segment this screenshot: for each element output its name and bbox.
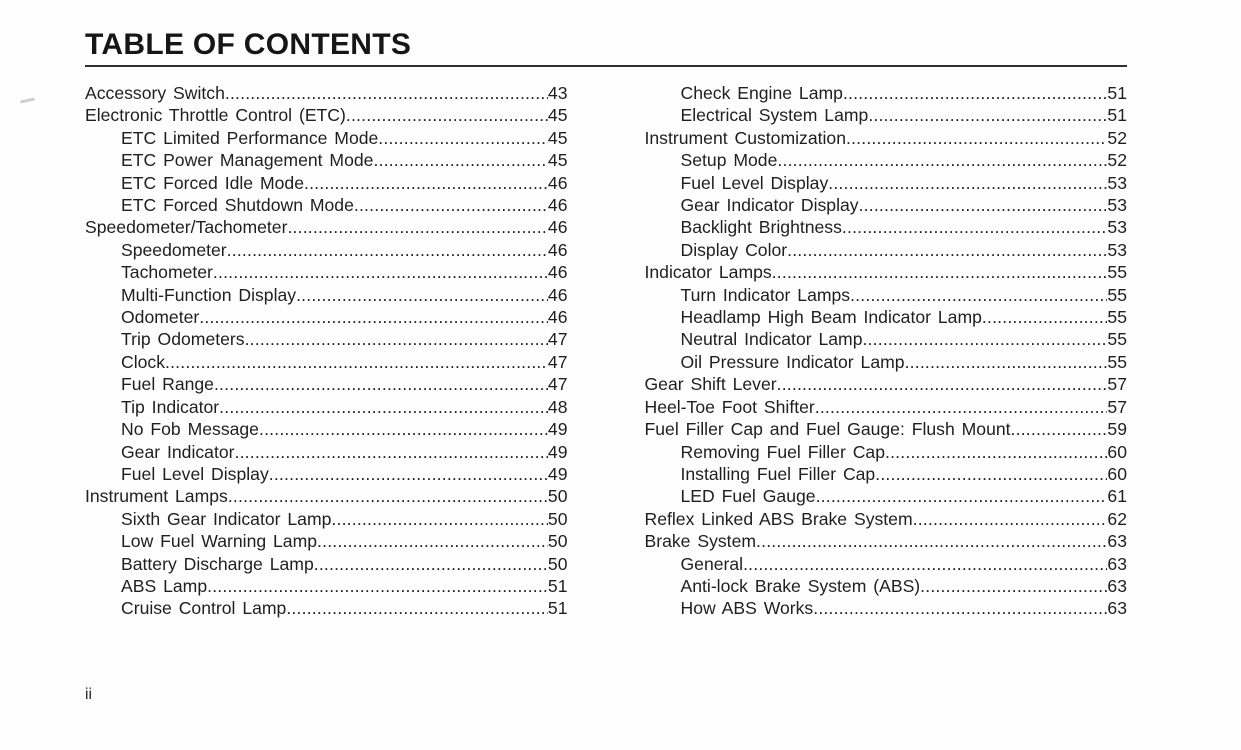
toc-entry [85,441,568,463]
toc-entry-label: Neutral Indicator Lamp [680,329,863,350]
toc-entry [85,149,568,171]
toc-entry-page: 51 [547,575,568,596]
toc-leader-dots [843,82,1107,104]
toc-entry [85,485,568,507]
toc-entry [645,418,1128,440]
toc-entry-label: Low Fuel Warning Lamp [121,531,318,552]
toc-entry-label: Odometer [121,307,200,328]
toc-leader-dots [842,216,1108,238]
toc-entry-label: LED Fuel Gauge [680,486,816,507]
toc-entry-page: 63 [1107,553,1127,574]
toc-entry [85,328,568,350]
toc-entry-label: Installing Fuel Filler Cap [680,463,876,484]
toc-entry-label: Tachometer [121,262,213,283]
toc-leader-dots [859,194,1108,216]
toc-entry-label: Gear Indicator Display [680,195,859,216]
toc-entry-label: Setup Mode [680,150,778,171]
toc-column-right [645,82,1128,620]
toc-entry [85,216,568,238]
toc-entry-label: Battery Discharge Lamp [121,553,314,574]
toc-entry-label: Fuel Level Display [121,463,269,484]
toc-entry-page: 46 [547,284,568,305]
page-number-footer: ii [85,686,92,703]
toc-leader-dots [787,239,1107,261]
toc-leader-dots [346,104,548,126]
toc-leader-dots [875,463,1107,485]
toc-entry-label: ETC Forced Idle Mode [121,172,304,193]
toc-leader-dots [1011,418,1108,440]
table-of-contents [85,82,1127,620]
toc-leader-dots [868,104,1107,126]
toc-leader-dots [227,239,548,261]
toc-entry-label: Anti-lock Brake System (ABS) [680,575,921,596]
toc-entry-label: Display Color [680,239,788,260]
toc-entry [85,553,568,575]
toc-leader-dots [296,284,548,306]
toc-entry-label: Tip Indicator [121,396,220,417]
toc-entry-page: 51 [1107,83,1127,103]
toc-entry-label: Reflex Linked ABS Brake System [644,508,913,529]
toc-leader-dots [213,261,548,283]
toc-entry-page: 43 [547,83,568,103]
toc-entry-page: 53 [1107,217,1127,238]
toc-entry-label: Removing Fuel Filler Cap [680,441,885,462]
toc-entry-label: No Fob Message [121,419,259,440]
toc-entry [85,194,568,216]
toc-leader-dots [373,149,547,171]
toc-entry-page: 63 [1107,531,1127,552]
toc-entry-label: Accessory Switch [85,83,225,103]
toc-entry [645,261,1128,283]
toc-entry-page: 47 [547,351,568,372]
toc-entry [645,284,1128,306]
toc-entry [645,239,1128,261]
toc-entry-label: Cruise Control Lamp [121,598,287,619]
toc-entry-page: 46 [547,195,568,216]
toc-entry-label: Brake System [644,531,757,552]
toc-entry [85,373,568,395]
toc-entry [645,172,1128,194]
toc-entry [645,149,1128,171]
toc-entry-page: 51 [547,598,568,619]
toc-entry-page: 48 [547,396,568,417]
toc-entry-label: ABS Lamp [121,575,208,596]
toc-entry-label: Oil Pressure Indicator Lamp [680,351,905,372]
toc-leader-dots [354,194,548,216]
toc-entry [85,104,568,126]
toc-leader-dots [982,306,1108,328]
toc-entry [85,351,568,373]
toc-entry-page: 52 [1107,127,1127,148]
toc-entry-page: 60 [1107,441,1127,462]
toc-leader-dots [756,530,1107,552]
toc-entry-page: 46 [547,239,568,260]
toc-entry-label: Fuel Range [121,374,214,395]
toc-leader-dots [828,172,1107,194]
toc-entry [645,351,1128,373]
toc-leader-dots [813,597,1107,619]
scan-artifact [20,97,35,103]
toc-entry-label: Instrument Customization [644,127,846,148]
toc-entry-page: 45 [547,127,568,148]
toc-entry [85,239,568,261]
toc-entry [85,575,568,597]
toc-entry-label: Gear Indicator [121,441,235,462]
toc-entry-page: 50 [547,531,568,552]
toc-entry [85,418,568,440]
toc-entry-page: 60 [1107,463,1127,484]
toc-entry-page: 57 [1107,396,1127,417]
page-title: TABLE OF CONTENTS [85,28,412,61]
toc-leader-dots [777,149,1107,171]
toc-leader-dots [331,508,548,530]
toc-entry-page: 59 [1107,419,1127,440]
toc-leader-dots [304,172,548,194]
toc-entry-page: 46 [547,172,568,193]
toc-entry [645,306,1128,328]
toc-leader-dots [815,396,1108,418]
toc-entry-page: 63 [1107,598,1127,619]
toc-entry [645,530,1128,552]
toc-entry-page: 45 [547,105,568,126]
toc-entry [645,373,1128,395]
toc-leader-dots [286,597,548,619]
toc-entry [85,82,568,104]
toc-entry-page: 47 [547,329,568,350]
toc-leader-dots [214,373,548,395]
toc-leader-dots [165,351,548,373]
toc-entry [645,82,1128,104]
toc-leader-dots [885,441,1107,463]
toc-entry-page: 53 [1107,172,1127,193]
toc-entry-page: 45 [547,150,568,171]
toc-entry [85,306,568,328]
toc-entry-page: 49 [547,463,568,484]
toc-entry-page: 53 [1107,195,1127,216]
toc-entry-page: 55 [1107,329,1127,350]
toc-entry-page: 49 [547,419,568,440]
toc-entry-page: 50 [547,553,568,574]
toc-entry-label: Backlight Brightness [680,217,842,238]
toc-leader-dots [850,284,1107,306]
toc-leader-dots [259,418,548,440]
toc-entry-label: Heel-Toe Foot Shifter [644,396,815,417]
toc-entry-label: Electronic Throttle Control (ETC) [85,105,346,126]
toc-entry [645,575,1128,597]
toc-entry-page: 55 [1107,284,1127,305]
toc-column-left [85,82,568,620]
toc-entry [85,463,568,485]
toc-entry [85,127,568,149]
toc-entry-label: How ABS Works [680,598,814,619]
toc-entry-label: Instrument Lamps [85,486,228,507]
toc-entry-label: Headlamp High Beam Indicator Lamp [680,307,982,328]
toc-entry [645,216,1128,238]
toc-entry-label: Clock [121,351,165,372]
toc-leader-dots [228,485,548,507]
toc-leader-dots [199,306,548,328]
toc-entry-page: 55 [1107,351,1127,372]
toc-entry-label: General [680,553,744,574]
toc-entry-page: 53 [1107,239,1127,260]
toc-entry-label: Fuel Level Display [680,172,829,193]
toc-leader-dots [225,82,548,104]
toc-entry-label: Fuel Filler Cap and Fuel Gauge: Flush Mount [644,419,1011,440]
toc-entry [645,508,1128,530]
toc-leader-dots [816,485,1108,507]
toc-leader-dots [219,396,548,418]
toc-entry-label: Indicator Lamps [644,262,772,283]
toc-entry-label: Check Engine Lamp [680,83,843,103]
toc-entry [645,328,1128,350]
toc-entry-label: Speedometer [121,239,227,260]
toc-leader-dots [862,328,1107,350]
toc-entry-label: ETC Forced Shutdown Mode [121,195,354,216]
toc-entry [85,530,568,552]
toc-entry [85,284,568,306]
toc-entry [645,396,1128,418]
toc-leader-dots [777,373,1108,395]
toc-leader-dots [287,216,547,238]
toc-leader-dots [245,328,548,350]
toc-leader-dots [846,127,1107,149]
toc-leader-dots [913,508,1108,530]
toc-entry [85,597,568,619]
toc-leader-dots [234,441,547,463]
toc-entry-page: 52 [1107,150,1127,171]
toc-leader-dots [314,553,548,575]
toc-entry-label: Electrical System Lamp [680,105,869,126]
toc-entry-page: 50 [547,508,568,529]
toc-entry-label: Sixth Gear Indicator Lamp [121,508,332,529]
toc-entry [645,485,1128,507]
toc-entry-label: Multi-Function Display [121,284,297,305]
title-divider [85,65,1127,67]
toc-entry [645,441,1128,463]
toc-leader-dots [905,351,1108,373]
toc-entry-page: 51 [1107,105,1127,126]
toc-leader-dots [317,530,548,552]
toc-leader-dots [207,575,548,597]
toc-entry-label: Trip Odometers [121,329,245,350]
toc-entry [645,194,1128,216]
toc-leader-dots [743,553,1107,575]
toc-entry-page: 62 [1107,508,1127,529]
toc-entry [85,172,568,194]
toc-entry-page: 49 [547,441,568,462]
toc-entry-page: 50 [547,486,568,507]
toc-entry [645,463,1128,485]
toc-entry-page: 55 [1107,307,1127,328]
toc-entry-page: 61 [1107,486,1127,507]
toc-leader-dots [772,261,1108,283]
toc-leader-dots [269,463,548,485]
toc-entry [645,104,1128,126]
toc-entry [85,261,568,283]
toc-entry [85,508,568,530]
toc-entry [645,127,1128,149]
toc-entry [85,396,568,418]
toc-entry-page: 47 [547,374,568,395]
toc-entry-page: 57 [1107,374,1127,395]
toc-entry-page: 63 [1107,575,1127,596]
toc-entry-label: Speedometer/Tachometer [85,217,288,238]
toc-entry [645,597,1128,619]
toc-leader-dots [920,575,1107,597]
toc-entry-label: ETC Limited Performance Mode [121,127,379,148]
toc-entry-label: Turn Indicator Lamps [680,284,851,305]
toc-entry-label: Gear Shift Lever [644,374,777,395]
toc-entry-page: 46 [547,262,568,283]
toc-entry-page: 46 [547,217,568,238]
toc-entry-page: 46 [547,307,568,328]
toc-entry [645,553,1128,575]
page-header [85,28,1127,67]
toc-entry-label: ETC Power Management Mode [121,150,374,171]
toc-entry-page: 55 [1107,262,1127,283]
toc-leader-dots [378,127,548,149]
